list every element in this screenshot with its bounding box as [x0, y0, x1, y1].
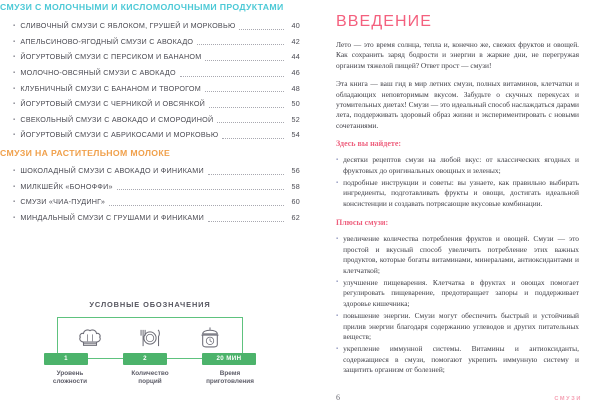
toc-entry-page: 40 — [291, 21, 300, 31]
list-item — [336, 178, 579, 209]
bullet-icon: ▪ — [336, 235, 339, 242]
toc-entry-page: 50 — [291, 99, 300, 109]
toc-section-heading: СМУЗИ НА РАСТИТЕЛЬНОМ МОЛОКЕ — [0, 148, 171, 158]
bullet-icon: ▪ — [13, 23, 16, 30]
page-footer — [336, 393, 582, 402]
toc-entry[interactable] — [0, 97, 300, 113]
toc-section-dairy — [0, 1, 300, 144]
list-item-text: подробные инструкции и советы: вы узнаете, как правильно выбирать ингредиенты, подготавливать фрукты и овощи, достигать идеальной консистенции и создавать потрясающие вкусовые комбинации. — [343, 178, 579, 208]
contents-list — [336, 155, 579, 209]
toc-entry-page: 56 — [291, 166, 300, 176]
bullet-icon: ▪ — [13, 69, 16, 76]
toc-entry[interactable] — [0, 113, 300, 129]
intro-paragraph: Эта книга — ваш гид в мир летних смузи, полных витаминов, клетчатки и обладающих неповторимым вкусом. Забудьте о скучных перекусах и утомительных диетах! Смузи — это идеальный способ наслаждаться дарами лета, поддерживать здоровый образ жизни и экспериментировать с новыми сочетаниями. — [336, 79, 579, 130]
toc-entry[interactable] — [0, 164, 300, 180]
subheading-contents: Здесь вы найдете: — [336, 139, 402, 149]
legend-label-difficulty: Уровень сложности — [52, 370, 88, 386]
folio-number: 6 — [336, 393, 340, 402]
legend-title: УСЛОВНЫЕ ОБОЗНАЧЕНИЯ — [89, 300, 211, 309]
subheading-benefits: Плюсы смузи: — [336, 218, 389, 228]
toc-entry[interactable] — [0, 66, 300, 82]
leader-dots — [180, 76, 284, 77]
legend-badge-difficulty: 1 — [44, 353, 88, 366]
toc-entry[interactable] — [0, 211, 300, 227]
toc-entry-title: ЙОГУРТОВЫЙ СМУЗИ С АБРИКОСАМИ И МОРКОВЬЮ — [20, 130, 219, 140]
legend-label-servings: Количество порций — [131, 370, 169, 386]
toc-list — [0, 19, 300, 144]
list-item — [336, 155, 579, 176]
bullet-icon: ▪ — [13, 183, 16, 190]
legend-frame — [57, 317, 243, 362]
toc-entry-page: 42 — [291, 36, 300, 46]
list-item — [336, 234, 579, 276]
leader-dots — [239, 29, 284, 30]
toc-entry[interactable] — [0, 82, 300, 98]
toc-entry[interactable] — [0, 50, 300, 66]
toc-entry-page: 58 — [291, 181, 300, 191]
leader-dots — [205, 91, 284, 92]
toc-entry-title: МИНДАЛЬНЫЙ СМУЗИ С ГРУШАМИ И ФИНИКАМИ — [20, 212, 205, 222]
toc-entry-page: 46 — [291, 67, 300, 77]
toc-section-heading: СМУЗИ С МОЛОЧНЫМИ И КИСЛОМОЛОЧНЫМИ ПРОДУКТАМИ — [0, 2, 284, 12]
bullet-icon: ▪ — [13, 214, 16, 221]
bullet-icon: ▪ — [13, 168, 16, 175]
list-item — [336, 278, 579, 309]
toc-entry-page: 60 — [291, 197, 300, 207]
leader-dots — [205, 60, 284, 61]
list-item-text: повышение энергии. Смузи могут обеспечить быстрый и устойчивый прилив энергии благодаря содержанию углеводов и других питательных веществ; — [343, 311, 579, 341]
toc-entry[interactable] — [0, 195, 300, 211]
bullet-icon: ▪ — [13, 85, 16, 92]
legend-badge-servings: 2 — [123, 353, 167, 366]
intro-paragraph: Лето — это время солнца, тепла и, конечно же, свежих фруктов и овощей. Как сохранить заряд бодрости и энергии в жаркие дни, не перегружая организм тяжелой пищей? Ответ прост — смузи! — [336, 40, 579, 70]
leader-dots — [117, 189, 284, 190]
toc-entry-title: ЙОГУРТОВЫЙ СМУЗИ С ПЕРСИКОМ И БАНАНОМ — [20, 52, 202, 62]
list-item-text: укрепление иммунной системы. Витамины и антиоксиданты, содержащиеся в смузи, помогают укрепить иммунную систему и защитить организм от болезней; — [343, 344, 579, 375]
legend-badge-row — [32, 353, 268, 366]
pot-timer-icon — [195, 325, 225, 351]
right-page-introduction — [318, 0, 600, 408]
bullet-icon: ▪ — [336, 179, 339, 186]
legend-badge-time: 20 МИН — [202, 353, 256, 366]
legend-label-time: Время приготовления — [206, 370, 254, 386]
toc-entry[interactable] — [0, 35, 300, 51]
toc-entry-page: 52 — [291, 114, 300, 124]
leader-dots — [222, 138, 284, 139]
toc-entry-title: МИЛКШЕЙК «БОНОФФИ» — [20, 181, 113, 191]
toc-entry-page: 48 — [291, 83, 300, 93]
toc-section-plant-milk — [0, 147, 300, 227]
page-title: ВВЕДЕНИЕ — [336, 13, 433, 30]
leader-dots — [217, 122, 284, 123]
legend-label-row — [31, 370, 269, 387]
leader-dots — [209, 107, 284, 108]
toc-entry-page: 44 — [291, 52, 300, 62]
toc-entry-title: ЙОГУРТОВЫЙ СМУЗИ С ЧЕРНИКОЙ И ОВСЯНКОЙ — [20, 99, 206, 109]
toc-entry[interactable] — [0, 128, 300, 144]
toc-entry-title: МОЛОЧНО-ОВСЯНЫЙ СМУЗИ С АВОКАДО — [20, 67, 176, 77]
leader-dots — [109, 205, 284, 206]
bullet-icon: ▪ — [336, 156, 339, 163]
toc-entry-page: 62 — [291, 212, 300, 222]
bullet-icon: ▪ — [13, 101, 16, 108]
benefits-list — [336, 234, 579, 375]
bullet-icon: ▪ — [13, 132, 16, 139]
toc-entry-title: ШОКОЛАДНЫЙ СМУЗИ С АВОКАДО И ФИНИКАМИ — [20, 166, 204, 176]
list-item-text: увеличение количества потребления фруктов и овощей. Смузи — это простой и вкусный способ увеличить потребление этих важных продуктов, которые богаты витаминами, минералами, антиоксидантами и клетчаткой; — [343, 234, 579, 275]
toc-list — [0, 164, 300, 226]
toc-entry-title: СВЕКОЛЬНЫЙ СМУЗИ С АВОКАДО И СМОРОДИНОЙ — [20, 114, 214, 124]
plate-cutlery-icon — [135, 325, 165, 351]
chef-hat-icon — [75, 325, 105, 351]
toc-entry-title: КЛУБНИЧНЫЙ СМУЗИ С БАНАНОМ И ТВОРОГОМ — [20, 83, 201, 93]
leader-dots — [197, 44, 284, 45]
list-item — [336, 311, 579, 342]
running-head: СМУЗИ — [554, 396, 582, 402]
bullet-icon: ▪ — [13, 54, 16, 61]
leader-dots — [208, 221, 284, 222]
toc-entry-title: АПЕЛЬСИНОВО-ЯГОДНЫЙ СМУЗИ С АВОКАДО — [20, 36, 194, 46]
toc-entry-title: СЛИВОЧНЫЙ СМУЗИ С ЯБЛОКОМ, ГРУШЕЙ И МОРКОВЬЮ — [20, 21, 236, 31]
leader-dots — [208, 174, 284, 175]
bullet-icon: ▪ — [336, 279, 339, 286]
toc-entry-page: 54 — [291, 130, 300, 140]
bullet-icon: ▪ — [13, 116, 16, 123]
list-item — [336, 344, 579, 375]
toc-entry[interactable] — [0, 180, 300, 196]
toc-entry-title: СМУЗИ «ЧИА-ПУДИНГ» — [20, 197, 106, 207]
bullet-icon: ▪ — [336, 312, 339, 319]
list-item-text: улучшение пищеварения. Клетчатка в фруктах и овощах помогает регулировать пищеварение, предотвращает запоры и поддерживает здоровье кишечника; — [343, 277, 579, 308]
bullet-icon: ▪ — [336, 345, 339, 352]
legend-block — [31, 300, 269, 387]
toc-entry[interactable] — [0, 19, 300, 35]
bullet-icon: ▪ — [13, 199, 16, 206]
list-item-text: десятки рецептов смузи на любой вкус: от классических ягодных и фруктовых до оригинальных овощных и зеленых; — [343, 155, 579, 175]
bullet-icon: ▪ — [13, 38, 16, 45]
